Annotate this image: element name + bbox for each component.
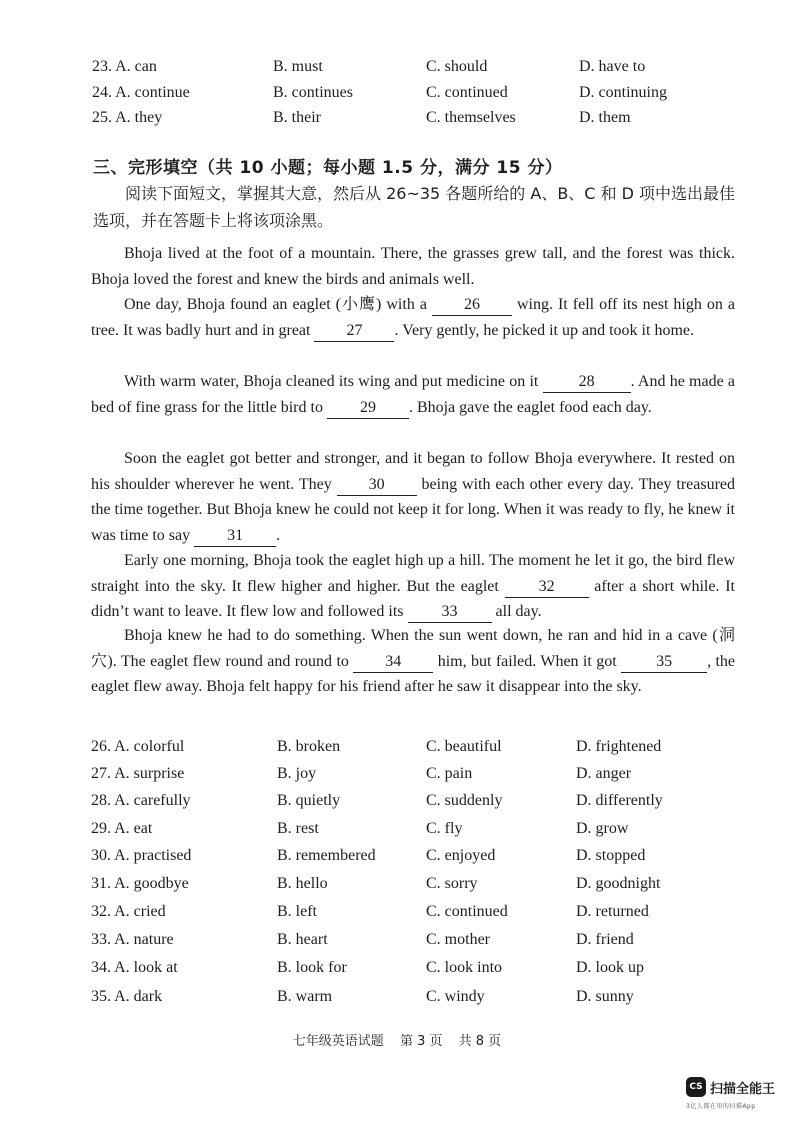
passage-paragraph-2 <box>91 292 735 343</box>
option-row-27 <box>0 765 794 791</box>
option-a: 25. A. they <box>92 109 163 126</box>
option-d: D. differently <box>576 792 663 809</box>
watermark-tagline: 3亿人都在用的扫描App <box>686 1103 756 1110</box>
option-d: D. anger <box>576 765 632 782</box>
option-c: C. continued <box>426 84 508 101</box>
blank-32: 32 <box>505 577 589 598</box>
blank-34: 34 <box>353 652 433 673</box>
option-b: B. broken <box>277 738 341 755</box>
blank-33: 33 <box>408 602 492 623</box>
option-b: B. rest <box>277 820 319 837</box>
option-row-24 <box>0 84 794 110</box>
option-c: C. themselves <box>426 109 516 126</box>
option-a: 28. A. carefully <box>91 792 191 809</box>
option-a: 27. A. surprise <box>91 765 185 782</box>
blank-27: 27 <box>314 321 394 342</box>
footer-page-number: 第 3 页 <box>399 1034 443 1049</box>
passage-paragraph-3 <box>91 369 735 420</box>
paragraph-text: after a short while. It didn’t want to leave. It flew low and followed its <box>91 577 735 620</box>
option-row-35 <box>0 988 794 1014</box>
option-row-30 <box>0 847 794 873</box>
passage-paragraph-1 <box>91 241 735 292</box>
option-c: C. suddenly <box>426 792 503 809</box>
option-row-33 <box>0 931 794 957</box>
option-c: C. look into <box>426 959 503 976</box>
option-row-25 <box>0 109 794 135</box>
option-d: D. returned <box>576 903 649 920</box>
option-b: B. joy <box>277 765 317 782</box>
option-a: 24. A. continue <box>92 84 190 101</box>
option-b: B. warm <box>277 988 333 1005</box>
paragraph-text: . Bhoja gave the eaglet food each day. <box>408 398 652 416</box>
option-a: 29. A. eat <box>91 820 153 837</box>
paragraph-text: With warm water, Bhoja cleaned its wing and put medicine on it <box>124 373 543 390</box>
option-a: 32. A. cried <box>91 903 166 920</box>
option-c: C. continued <box>426 903 508 920</box>
blank-35: 35 <box>621 652 707 673</box>
paragraph-text: wing. It fell off its nest high on a tree. It was badly hurt and in great <box>91 296 735 339</box>
blank-30: 30 <box>337 475 417 496</box>
option-d: D. have to <box>579 58 646 75</box>
paragraph-text: Bhoja lived at the foot of a mountain. There, the grasses grew tall, and the forest was thick. Bhoja loved the forest and knew the birds and animals well. <box>91 245 735 288</box>
option-d: D. continuing <box>579 84 667 101</box>
option-b: B. look for <box>277 959 347 976</box>
option-row-28 <box>0 792 794 818</box>
option-d: D. sunny <box>576 988 634 1005</box>
watermark-app-name: 扫描全能王 <box>710 1082 776 1097</box>
option-b: B. quietly <box>277 792 341 809</box>
option-c: C. mother <box>426 931 490 948</box>
option-c: C. fly <box>426 820 463 837</box>
option-b: B. must <box>273 58 323 75</box>
paragraph-text: . And he made a bed of fine grass for the little bird to <box>91 373 735 416</box>
paragraph-text: . <box>276 526 281 544</box>
option-a: 33. A. nature <box>91 931 174 948</box>
option-c: C. sorry <box>426 875 478 892</box>
option-c: C. beautiful <box>426 738 502 755</box>
option-d: D. them <box>579 109 631 126</box>
scanner-watermark <box>686 1075 786 1115</box>
option-a: 35. A. dark <box>91 988 163 1005</box>
option-b: B. heart <box>277 931 328 948</box>
option-c: C. enjoyed <box>426 847 496 864</box>
option-d: D. stopped <box>576 847 646 864</box>
option-b: B. their <box>273 109 321 126</box>
option-d: D. goodnight <box>576 875 661 892</box>
option-a: 30. A. practised <box>91 847 192 864</box>
paragraph-text: , the eaglet flew away. Bhoja felt happy for his friend after he saw it disappear into the sky. <box>91 652 736 695</box>
option-c: C. windy <box>426 988 485 1005</box>
page-footer <box>0 1030 794 1049</box>
section-instruction: 阅读下面短文，掌握其大意，然后从 26~35 各题所给的 A、B、C 和 D 项中选出最佳选项，并在答题卡上将该项涂黑。 <box>93 184 736 230</box>
option-row-29 <box>0 820 794 846</box>
option-c: C. pain <box>426 765 473 782</box>
option-row-32 <box>0 903 794 929</box>
footer-total-pages: 共 8 页 <box>458 1034 502 1049</box>
option-b: B. left <box>277 903 317 920</box>
passage-paragraph-6 <box>91 623 735 700</box>
option-a: 34. A. look at <box>91 959 178 976</box>
paragraph-text: being with each other every day. They treasured the time together. But Bhoja knew he could not keep it for long. When it was ready to fly, he knew it was time to say <box>91 475 736 544</box>
option-row-34 <box>0 959 794 985</box>
paragraph-text: him, but failed. When it got <box>433 652 622 670</box>
blank-26: 26 <box>432 295 512 316</box>
option-d: D. look up <box>576 959 644 976</box>
option-d: D. frightened <box>576 738 662 755</box>
blank-31: 31 <box>194 526 276 547</box>
passage-paragraph-5 <box>91 548 735 625</box>
paragraph-text: Early one morning, Bhoja took the eaglet high up a hill. The moment he let it go, the bird flew straight into the sky. It flew higher and higher. But the eaglet <box>91 552 735 595</box>
option-d: D. grow <box>576 820 629 837</box>
option-a: 31. A. goodbye <box>91 875 189 892</box>
section-title: 三、完形填空（共 10 小题；每小题 1.5 分，满分 15 分） <box>93 158 563 178</box>
paragraph-text: One day, Bhoja found an eaglet (小鹰) with a <box>124 296 432 313</box>
option-b: B. remembered <box>277 847 376 864</box>
paragraph-text: . Very gently, he picked it up and took it home. <box>394 321 694 339</box>
paragraph-text: Bhoja knew he had to do something. When the sun went down, he ran and hid in a cave (洞穴). The eaglet flew round and round to <box>91 627 735 670</box>
option-a: 26. A. colorful <box>91 738 185 755</box>
option-row-31 <box>0 875 794 901</box>
option-c: C. should <box>426 58 488 75</box>
passage-paragraph-4 <box>91 446 735 548</box>
camscanner-logo-icon: CS <box>686 1077 706 1097</box>
blank-28: 28 <box>543 372 631 393</box>
option-row-26 <box>0 738 794 764</box>
paragraph-text: Soon the eaglet got better and stronger, and it began to follow Bhoja everywhere. It rested on his shoulder wherever he went. They <box>91 450 735 493</box>
option-d: D. friend <box>576 931 634 948</box>
option-b: B. hello <box>277 875 328 892</box>
paragraph-text: all day. <box>491 603 542 620</box>
option-b: B. continues <box>273 84 353 101</box>
option-a: 23. A. can <box>92 58 157 75</box>
footer-subject: 七年级英语试题 <box>292 1034 384 1049</box>
blank-29: 29 <box>327 398 409 419</box>
option-row-23 <box>0 58 794 84</box>
